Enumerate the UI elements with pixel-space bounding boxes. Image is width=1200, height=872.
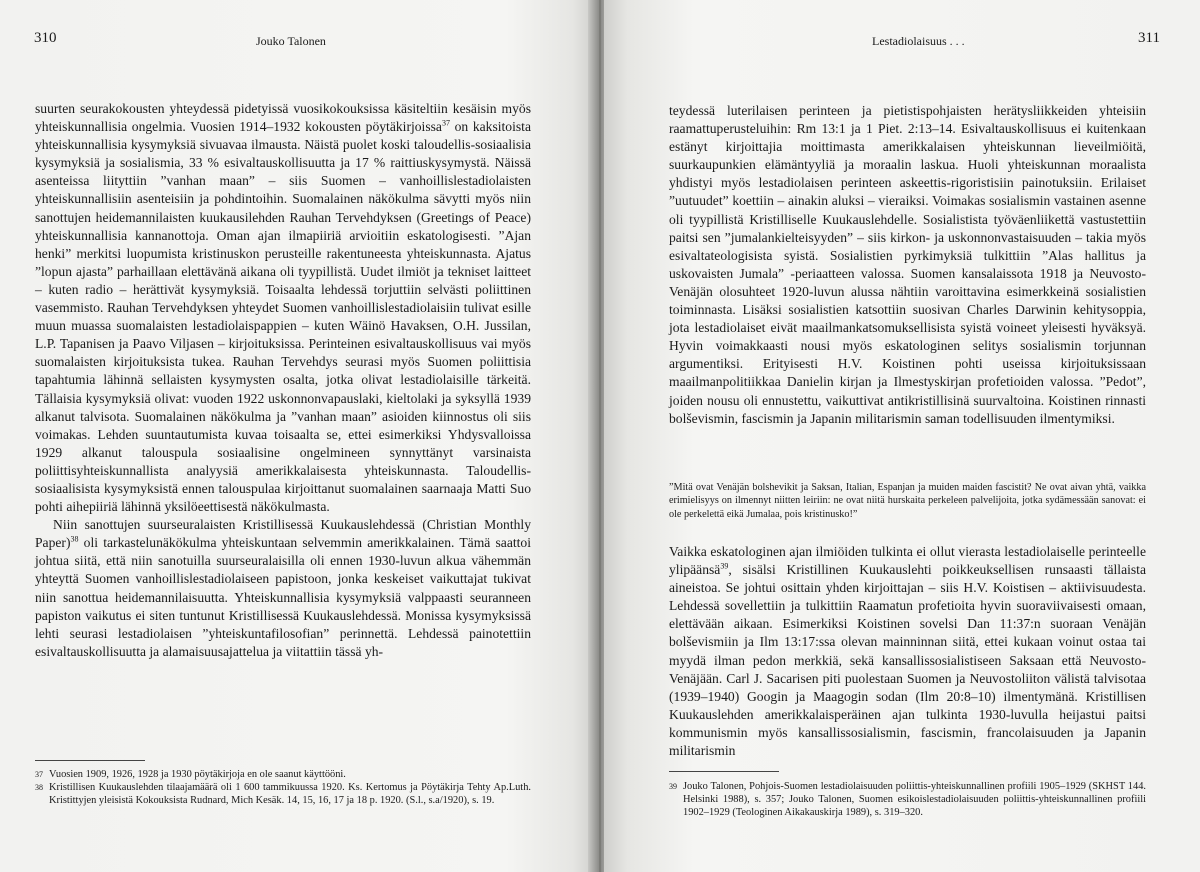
- footnote: [35, 768, 531, 781]
- footnote-number: 39: [669, 782, 677, 791]
- body-text: [669, 102, 1146, 428]
- text-run: on kaksitoista yhteiskunnallisia kysymyksiä sivuavaa ilmausta. Näistä puolet koski taloudellis-sosiaalisia kysymyksiä ja sosialismia, 33 % esivaltauskollisuutta ja 17 % raittiuskysymystä. Näissä asenteissa liityttiin ”vanhan maan” – siis Suomen – vanhoillislestadiolaisten yhteiskunnallisiin asenteisiin ja pohdintoihin. Suomalainen näkökulma sävytti myös niin sanottujen heidemannilaisten kuukausilehden Rauhan Tervehdyksen (Greetings of Peace) yhteiskunnallisia kannanottoja. Oman ajan ilmapiiriä arvioitiin eskatologisesti. ”Ajan henki” merkitsi luopumista kristinuskon perusteille rakentuneesta yhteiskunnasta. Ajatus ”lopun ajasta” parhaillaan elettävänä aikana oli tyypillistä. Uudet ilmiöt ja tekniset laitteet – kuten radio – herättivät kysymyksiä. Toisaalta lehdessä torjuttiin selvästi poliittinen vasemmisto. Rauhan Tervehdyksen yhteydet Suomen vanhoillislestadiolaisiin tulivat esille muun muassa suomalaisten lestadiolaispappien – kuten Wäinö Havaksen, O.H. Jussilan, L.P. Tapanisen ja Paavo Viljasen – kirjoituksissa. Perinteinen esivaltauskollisuus vai myös suomalaisten kirjoituksista tukea. Rauhan Tervehdys seurasi myös Suomen poliittisia tapahtumia lähinnä sellaisten kysymysten osalta, jotka olivat lestadiolaisille tärkeitä. Tällaisia kysymyksiä olivat: vuoden 1922 uskonnonvapauslaki, kieltolaki ja syksyllä 1939 alkanut talvisota. Suomalainen näkökulma ja ”vanhan maan” asioiden kiinnostus oli siis voimakas. Lehden suuntautumista kuvaa toisaalta se, ettei esimerkiksi Yhdysvalloissa 1929 alkanut talouspula sosiaalisine ongelmineen synnyttänyt varsinaista poliittisyhteiskunnallista analyysiä amerikkalaisesta yhteiskunnasta. Taloudellis-sosiaalisista kysymyksistä ennen talouspulaa kirjoittanut suomalainen saarnaaja Matti Suo pohti aihepiiriä lähinnä yksilöeettisestä näkökulmasta.: [35, 119, 531, 515]
- text-run: , sisälsi Kristillinen Kuukauslehti poikkeuksellisen runsaasti tällaista aineistoa. Se johtui osittain yhden kirjoittajan – siis H.V. Koistisen – aktiivisuudesta. Lehdessä sovellettiin ja tulkittiin Raamatun profetioita hyvin suoraviivaisesti omaan, elettävään aikaan. Esimerkiksi Koistinen sovelsi Dan 11:37:n suoraan Venäjän bolševismiin ja Ilm 13:17:ssa olevan mainninnan siitä, ettei kukaan voinut ostaa tai myydä ilman pedon merkkiä, sekä kansallissosialistiseen Saksaan että Neuvosto-Venäjään. Carl J. Sacarisen piti puolestaan Suomen ja Neuvostoliiton välistä talvisotaa (1939–1940) Googin ja Maagogin sodan (Ilm 20:8–10) ilmentymänä. Kristillisen Kuukauslehden amerikkalaisperäinen ajan tulkinta 1930-luvulla heijastui paitsi kommunismin myös kansallissosialismin, fascismin, francolaisuuden ja Japanin militarismin: [669, 562, 1146, 759]
- footnotes: [669, 780, 1146, 820]
- text-run: suurten seurakokousten yhteydessä pidetyissä vuosikokouksissa käsiteltiin kesäisin myös yhteiskunnallisia ongelmia. Vuosien 1914–1932 kokousten pöytäkirjoissa: [35, 101, 531, 135]
- page-number: 311: [1138, 30, 1160, 46]
- paragraph: [35, 100, 531, 516]
- text-run: oli tarkastelunäkökulma yhteiskuntaan selvemmin amerikkalainen. Tämä saattoi johtua siitä, että niin sanotuilla suurseuralaisilla oli ennen 1930-luvun alkua vähemmän yhteyttä Suomen vanhoillislestadiolaiseen papistoon, jonka keskeiset vaikuttajat tukivat niin sanottua heidemannilaisuutta. Yhteiskunnallisia kysymyksiä valppaasti seuranneen papiston vaikutus ei siten tuntunut Kristillisessä Kuukauslehdessä. Monissa kysymyksissä lehti seurasi lestadiolaisen ”yhteiskuntafilosofian” perinnettä. Lehdessä painotettiin esivaltauskollisuutta ja alamaisuusajattelua ja viitattiin tässä yh-: [35, 535, 531, 659]
- paragraph: [35, 516, 531, 661]
- footnote-number: 37: [35, 770, 43, 779]
- footnote: [35, 781, 531, 807]
- footnote-ref: 37: [441, 118, 450, 128]
- footnote-rule: [669, 771, 779, 772]
- body-text: [669, 543, 1146, 760]
- footnote-rule: [35, 760, 145, 761]
- block-quote: ”Mitä ovat Venäjän bolshevikit ja Saksan, Italian, Espanjan ja muiden maiden fascistit? Ne ovat aivan yhtä, vaikka erimielisyys on ilmennyt niitten leiriin: ne ovat niitä hurskaita perkeleen palvelijoita, jotka sydämessään sanovat: ei ole perkelettä eikä Jumalaa, pois kristinusko!”: [669, 482, 1146, 520]
- right-page: [604, 0, 1200, 872]
- paragraph: [669, 543, 1146, 760]
- running-head: Lestadiolaisuus . . .: [872, 34, 965, 48]
- paragraph: teydessä luterilaisen perinteen ja pietistispohjaisten herätysliikkeiden yhteisiin raamattuperusteluihin: Rm 13:1 ja 1 Piet. 2:13–14. Esivaltauskollisuus ei kuitenkaan estänyt kirjoittajia moittimasta amerikkalaisen yhteiskunnan lieveilmiöitä, suurkaupunkien elämäntyyliä ja moraalin laskua. Huoli yhteiskunnan moraalista yhdistyi myös lestadiolaisen perinteen askeettis-rigoristisiin painotuksiin. Erilaiset ”uutuudet” koettiin – ainakin aluksi – vieraiksi. Voimakas sosialismin vastainen asenne oli tyypillistä Kristilliselle Kuukauslehdelle. Sosialistista työväenliikettä vastustettiin paitsi sen ”jumalankielteisyyden” – siis kirkon- ja uskonnonvastaisuuden – takia myös esivaltateologisista syistä. Sosialistien pyrkimyksiä tulkittiin ”Alas hallitus ja uskovaisten Jumala” -periaatteen valossa. Suomen kansalaissota 1918 ja Neuvosto-Venäjän olosuhteet 1920-luvun alussa nähtiin varoittavina esimerkkeinä sosialistien toiminnasta. Lisäksi sosialistien katsottiin suosivan Charles Darwinin kehitysoppia, jota lestadiolaiset eivät maailmankatsomuksellisista syistä voineet yleisesti hyväksyä. Hyvin voimakkaasti nousi myös eskatologinen selitys sosialismin torjunnan argumentiksi. Erityisesti H.V. Koistinen pohti useissa kirjoituksissaan maailmanpolitiikkaa Danielin kirjan ja Ilmestyskirjan profetioiden valossa. ”Pedot”, joiden nousu oli ennustettu, vaikuttivat antikristillisinä suurvaltoina. Koistinen rinnasti bolševismin, fascismin ja Japanin militarismin saman todellisuuden ilmentymiksi.: [669, 103, 1146, 426]
- footnotes: [35, 768, 531, 808]
- text-run: Niin sanottujen suurseuralaisten Kristillisessä Kuukauslehdessä (Christian Monthly Paper): [35, 517, 531, 551]
- footnote-ref: 39: [720, 561, 729, 571]
- footnote-ref: 38: [70, 534, 79, 544]
- page-number: 310: [34, 30, 57, 46]
- body-text: [35, 100, 531, 661]
- footnote-text: Jouko Talonen, Pohjois-Suomen lestadiolaisuuden poliittis-yhteiskunnallinen profiili 1905–1929 (SKHST 144. Helsinki 1988), s. 357; Jouko Talonen, Suomen esikoislestadiolaisuuden poliittis-yhteiskunnallinen profiili 1902–1929 (Teologinen Aikakauskirja 1989), s. 319–320.: [683, 781, 1146, 819]
- footnote: [669, 780, 1146, 820]
- footnote-number: 38: [35, 783, 43, 793]
- footnote-text: Vuosien 1909, 1926, 1928 ja 1930 pöytäkirjoja en ole saanut käyttööni.: [49, 769, 346, 780]
- left-page: [0, 0, 596, 872]
- text-run: Vaikka eskatologinen ajan ilmiöiden tulkinta ei ollut vierasta lestadiolaiselle perinteelle ylipäänsä: [669, 544, 1146, 578]
- footnote-text: Kristillisen Kuukauslehden tilaajamäärä oli 1 600 tammikuussa 1920. Ks. Kertomus ja Pöytäkirja Tehty Ap.Luth. Kristittyjen yleisistä Kokouksista Rudnard, Mich Kesäk. 14, 15, 16, 17 ja 18 p. 1920. (S.l., s.a/1920), s. 19.: [49, 782, 531, 807]
- running-head: Jouko Talonen: [256, 34, 326, 48]
